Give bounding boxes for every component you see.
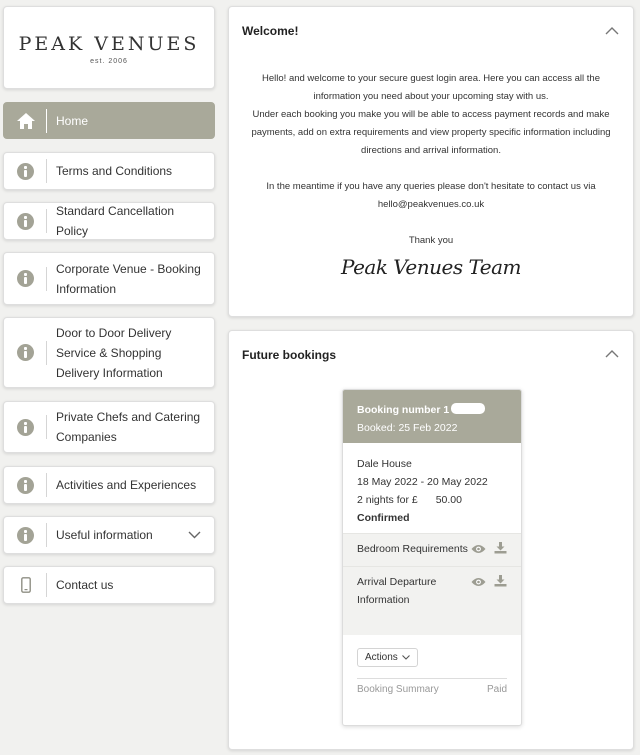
sidebar-item-private-chefs[interactable]	[3, 401, 215, 453]
sidebar-item-delivery[interactable]	[3, 317, 215, 388]
panel-title: Welcome!	[242, 24, 299, 38]
download-icon[interactable]	[494, 575, 507, 593]
info-icon	[4, 253, 47, 304]
phone-icon	[4, 567, 47, 603]
info-icon	[4, 467, 47, 503]
home-icon	[4, 103, 47, 138]
panel-title: Future bookings	[242, 348, 336, 362]
booking-summary-label[interactable]: Booking Summary	[357, 684, 439, 695]
chevron-down-icon[interactable]	[184, 531, 204, 539]
booking-number: Booking number 1	[357, 401, 507, 419]
info-icon	[4, 153, 47, 189]
booking-summary	[357, 678, 507, 695]
sidebar-item-label: Corporate Venue - Booking Information	[56, 261, 201, 296]
sidebar-item-cancellation-policy[interactable]	[3, 202, 215, 240]
row-label: Bedroom Requirements	[357, 543, 468, 555]
booking-status: Confirmed	[357, 512, 410, 524]
logo-name: PEAK VENUES	[18, 33, 200, 55]
stay-dates: 18 May 2022 - 20 May 2022	[357, 476, 488, 488]
arrival-departure-row[interactable]	[343, 566, 521, 615]
row-label: Arrival Departure Information	[357, 576, 437, 606]
info-icon	[4, 517, 47, 553]
sidebar-item-label: Door to Door Delivery Service & Shopping Delivery Information	[56, 325, 172, 380]
download-icon[interactable]	[494, 542, 507, 560]
sidebar-item-contact[interactable]	[3, 566, 215, 604]
sidebar-item-label: Activities and Experiences	[56, 478, 197, 492]
eye-icon[interactable]	[471, 542, 486, 560]
sidebar-item-label: Contact us	[56, 578, 114, 592]
booking-date: Booked: 25 Feb 2022	[357, 422, 458, 434]
welcome-thanks: Thank you	[408, 235, 454, 246]
bedroom-requirements-row[interactable]	[343, 533, 521, 566]
chevron-up-icon[interactable]	[605, 345, 619, 355]
booking-header	[343, 390, 521, 443]
sidebar-item-label: Standard Cancellation Policy	[56, 204, 175, 238]
payment-status: Paid	[486, 684, 507, 695]
sidebar-item-activities[interactable]	[3, 466, 215, 504]
future-bookings-panel	[228, 330, 634, 750]
sidebar-item-terms[interactable]	[3, 152, 215, 190]
sidebar-item-label: Home	[56, 113, 89, 128]
sidebar-item-label: Private Chefs and Catering Companies	[56, 410, 201, 444]
chevron-down-icon	[402, 652, 410, 663]
redaction	[451, 403, 485, 414]
chevron-up-icon[interactable]	[605, 22, 619, 32]
actions-dropdown[interactable]	[357, 648, 418, 667]
welcome-text-contact: In the meantime if you have any queries please don't hesitate to contact us via hello@peakvenues.co.uk	[266, 181, 596, 210]
signature: Peak Venues Team	[341, 255, 521, 279]
row-spacer	[343, 615, 521, 635]
welcome-message	[243, 70, 619, 250]
booking-details	[343, 443, 521, 533]
booking-footer	[343, 635, 521, 695]
sidebar-item-corporate-venue[interactable]	[3, 252, 215, 305]
info-icon	[4, 203, 47, 239]
welcome-panel	[228, 6, 634, 317]
stay-price: 2 nights for £ 50.00	[357, 494, 462, 506]
info-icon	[4, 402, 47, 452]
eye-icon[interactable]	[471, 575, 486, 593]
sidebar-item-label: Terms and Conditions	[56, 164, 173, 178]
welcome-text-intro: Hello! and welcome to your secure guest login area. Here you can access all the information you need about your upcoming stay with us.	[262, 73, 600, 102]
redaction	[418, 494, 436, 504]
info-icon	[4, 318, 47, 387]
sidebar-item-home[interactable]	[3, 102, 215, 139]
sidebar-item-label: Useful information	[56, 528, 153, 542]
welcome-text-bookings: Under each booking you make you will be able to access payment records and make payments, add on extra requirements and view property specific information including directions and arrival information.	[251, 109, 611, 156]
booking-card	[342, 389, 522, 726]
sidebar-item-useful-information[interactable]	[3, 516, 215, 554]
property-name: Dale House	[357, 458, 412, 470]
logo	[3, 6, 215, 89]
actions-label: Actions	[365, 652, 398, 663]
logo-est: est. 2006	[90, 58, 128, 65]
